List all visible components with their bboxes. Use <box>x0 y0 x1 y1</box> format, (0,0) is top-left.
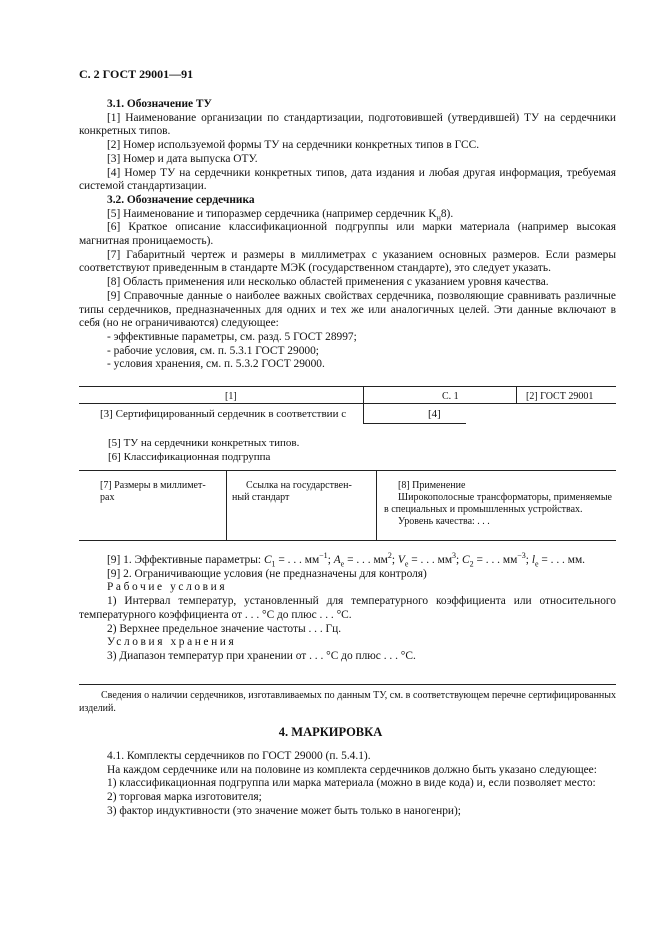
operating-item-2: 2) Верхнее предельное значение частоты . . . Гц. <box>107 622 342 635</box>
form-field-5: [5] ТУ на сердечники конкретных типов. <box>108 437 300 449</box>
section-3-body <box>79 98 616 372</box>
form-rule <box>79 540 616 541</box>
paragraph-4-1: 4.1. Комплекты сердечников по ГОСТ 29000 (п. 5.4.1). <box>107 750 371 762</box>
paragraph-6: [6] Краткое описание классификационной подгруппы или марки материала (например высокая магнитная проницаемость). <box>79 221 616 248</box>
form-divider <box>363 403 364 423</box>
operating-item-1: 1) Интервал температур, установленный для температурного коэффициента или относительного температурного коэффициента от . . . °С до плюс . . . °С. <box>79 595 616 621</box>
effective-parameters: [9] 1. Эффективные параметры: $C_1$ = . . . $мм^{-1}$; $A_e$ = . . . $мм^2$; $V_e$ = . . . $мм^3$; $C_2$ = . . . $мм^{-3}$; $l_e$ = . . . мм. <box>107 551 586 569</box>
form-field-8: [8] Применение Широкополосные трансформаторы, применяемые в специальных и промышленных устройствах. Уровень качества: . . . <box>384 480 612 527</box>
paragraph-4-1-marking: На каждом сердечнике или на половине из комплекта сердечников должно быть указано следующее: <box>107 763 597 776</box>
operating-conditions-heading: Рабочие условия <box>107 581 228 594</box>
form-top-rule <box>79 386 616 387</box>
form-rule <box>79 470 616 471</box>
form-divider <box>376 470 377 540</box>
list-item: - условия хранения, см. п. 5.3.2 ГОСТ 29000. <box>107 358 325 371</box>
marking-item-2: 2) торговая марка изготовителя; <box>107 791 262 804</box>
paragraph-7: [7] Габаритный чертеж и размеры в миллиметрах с указанием основных размеров. Если размеры соответствуют приведенным в стандарте МЭК (государственном стандарте), это следует указать. <box>79 248 616 275</box>
form-field-1: [1] <box>225 391 237 402</box>
form-field-2: [2] ГОСТ 29001 <box>526 391 594 402</box>
list-item: - рабочие условия, см. п. 5.3.1 ГОСТ 29000; <box>107 344 319 357</box>
list-item: - эффективные параметры, см. разд. 5 ГОСТ 28997; <box>107 330 357 343</box>
form-field-7: [7] Размеры в миллимет- рах <box>100 480 206 503</box>
form-field-9 <box>79 551 616 664</box>
heading-3-1: 3.1. Обозначение ТУ <box>107 98 212 110</box>
heading-3-2: 3.2. Обозначение сердечника <box>107 193 255 206</box>
paragraph-8: [8] Область применения или несколько областей применения с указанием уровня качества. <box>107 276 549 289</box>
paragraph-2: [2] Номер используемой формы ТУ на сердечники конкретных типов в ГСС. <box>107 139 480 152</box>
page-header: С. 2 ГОСТ 29001—91 <box>79 67 194 81</box>
paragraph-4: [4] Номер ТУ на сердечники конкретных типов, дата издания и любая другая информация, требуемая системой стандартизации. <box>79 166 616 193</box>
paragraph-1: [1] Наименование организации по стандартизации, подготовившей (утвердившей) ТУ на сердечники конкретных типов. <box>79 111 616 138</box>
form-field-4: [4] <box>428 408 441 420</box>
paragraph-9: [9] Справочные данные о наиболее важных свойствах сердечника, позволяющие сравнивать различные типы сердечников, предназначенных для одних и тех же или аналогичных целей. Эти данные включают в себя (но не ограничиваются) следующее: <box>79 289 616 330</box>
storage-item-3: 3) Диапазон температур при хранении от . . . °С до плюс . . . °С. <box>107 649 416 662</box>
paragraph-3: [3] Номер и дата выпуска ОТУ. <box>107 152 258 165</box>
form-divider <box>226 470 227 540</box>
marking-item-1: 1) классификационная подгруппа или марка материала (можно в виде кода) и, если позволяет место: <box>107 777 596 790</box>
storage-conditions-heading: Условия хранения <box>107 636 237 649</box>
form-field-4-underline <box>363 423 466 424</box>
form-rule <box>79 403 616 404</box>
paragraph-5: [5] Наименование и типоразмер сердечника (например сердечник $K_н8$). <box>107 207 454 222</box>
form-field-page: С. 1 <box>442 391 459 402</box>
form-field-3: [3] Сертифицированный сердечник в соответствии с <box>100 408 347 420</box>
limiting-conditions: [9] 2. Ограничивающие условия (не предназначены для контроля) <box>107 567 427 580</box>
form-bottom-rule <box>79 684 616 685</box>
marking-item-3: 3) фактор индуктивности (это значение может быть только в наногенри); <box>107 804 461 817</box>
section-4-body <box>79 750 616 819</box>
form-field-6: [6] Классификационная подгруппа <box>108 451 271 463</box>
form-divider <box>516 386 517 403</box>
section-4-title: 4. МАРКИРОВКА <box>278 725 383 739</box>
form-divider <box>363 386 364 403</box>
form-standard-reference: Ссылка на государствен- ный стандарт <box>232 480 352 503</box>
availability-note: Сведения о наличии сердечников, изготавливаемых по данным ТУ, см. в соответствующем перечне сертифицированных изделий. <box>79 690 616 714</box>
